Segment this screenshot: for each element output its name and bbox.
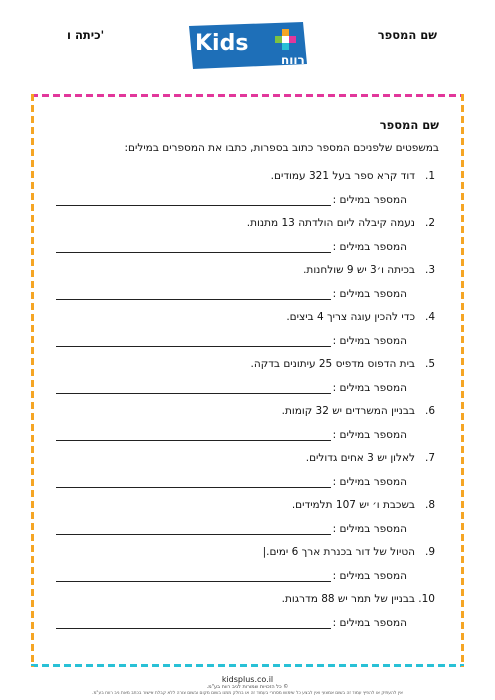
exercise-text: לאלון יש 3 אחים גדולים.: [305, 452, 415, 464]
answer-line[interactable]: [56, 336, 331, 347]
answer-row: [56, 429, 439, 441]
exercise-number: 3.: [424, 264, 435, 276]
worksheet-content: [56, 118, 439, 640]
footer-legal: אין להעתיק או להפיץ עמוד זה בשום אמצעי ואין לבצע כל שימוש מסחרי בעמוד זה או בחלק ממנו בשום מקום ובשום צורה ללא קבלת אישור בכתב מאת ניב רווח בע"מ.: [92, 691, 403, 696]
exercise-sentence: [56, 405, 439, 417]
answer-row: [56, 476, 439, 488]
exercise-number: 8.: [424, 499, 435, 511]
exercise-sentence: [56, 358, 439, 370]
answer-line[interactable]: [56, 242, 331, 253]
frame-border-right: [461, 94, 464, 667]
exercise-item: [56, 499, 439, 535]
answer-line[interactable]: [56, 430, 331, 441]
answer-line[interactable]: [56, 383, 331, 394]
answer-line[interactable]: [56, 571, 331, 582]
exercise-text: הטיול של דור בכנרת ארך 6 ימים.|: [262, 546, 415, 558]
exercise-sentence: [56, 217, 439, 229]
answer-row: [56, 523, 439, 535]
frame-border-left: [31, 94, 34, 667]
exercise-sentence: [56, 264, 439, 276]
answer-row: [56, 335, 439, 347]
header-right-title: שם המספר: [377, 28, 437, 42]
exercise-sentence: [56, 499, 439, 511]
exercise-item: [56, 452, 439, 488]
exercise-item: [56, 546, 439, 582]
answer-line[interactable]: [56, 524, 331, 535]
exercise-number: 6.: [424, 405, 435, 417]
exercise-text: בשכבת ו׳ יש 107 תלמידים.: [291, 499, 415, 511]
exercise-text: בבניין המשרדים יש 32 קומות.: [281, 405, 415, 417]
footer-site: kidsplus.co.il: [221, 675, 274, 684]
worksheet-title: שם המספר: [379, 118, 439, 132]
exercise-sentence: [56, 546, 439, 558]
exercise-item: [56, 170, 439, 206]
exercise-number: 9.: [424, 546, 435, 558]
exercise-sentence: [56, 593, 439, 605]
answer-label: המספר במילים :: [332, 617, 407, 629]
answer-label: המספר במילים :: [332, 241, 407, 253]
answer-row: [56, 617, 439, 629]
answer-row: [56, 570, 439, 582]
answer-label: המספר במילים :: [332, 523, 407, 535]
answer-line[interactable]: [56, 477, 331, 488]
exercise-sentence: [56, 170, 439, 182]
exercise-number: 2.: [424, 217, 435, 229]
answer-row: [56, 241, 439, 253]
exercise-item: [56, 593, 439, 629]
answer-label: המספר במילים :: [332, 570, 407, 582]
answer-label: המספר במילים :: [332, 194, 407, 206]
exercise-list: [56, 170, 439, 629]
exercise-text: בית הדפוס מדפיס 25 עיתונים בדקה.: [250, 358, 415, 370]
header-left-title: כיתה ו': [67, 28, 105, 42]
answer-label: המספר במילים :: [332, 335, 407, 347]
exercise-item: [56, 405, 439, 441]
exercise-text: בבניין של תמר יש 88 מדרגות.: [281, 593, 415, 605]
exercise-text: בכיתה ו׳3 יש 9 שולחנות.: [303, 264, 415, 276]
exercise-item: [56, 264, 439, 300]
frame-border-bottom: [31, 664, 464, 667]
exercise-sentence: [56, 452, 439, 464]
answer-line[interactable]: [56, 195, 331, 206]
frame-border-top: [31, 94, 464, 97]
answer-line[interactable]: [56, 289, 331, 300]
exercise-number: 1.: [424, 170, 435, 182]
answer-label: המספר במילים :: [332, 429, 407, 441]
exercise-number: 4.: [424, 311, 435, 323]
footer-copyright: © כל הזכויות שמורות לניב רווח בע"מ.: [206, 684, 289, 690]
answer-label: המספר במילים :: [332, 476, 407, 488]
logo-brand-text: Kids: [195, 31, 249, 56]
answer-row: [56, 382, 439, 394]
kids-logo: [185, 20, 326, 74]
worksheet-instructions: במשפטים שלפניכם המספר כתוב בספרות, כתבו את המספרים במילים:: [124, 142, 439, 154]
exercise-number: 10.: [418, 593, 435, 605]
exercise-number: 7.: [424, 452, 435, 464]
answer-line[interactable]: [56, 618, 331, 629]
exercise-text: דוד קרא ספר בעל 321 עמודים.: [270, 170, 415, 182]
exercise-item: [56, 217, 439, 253]
answer-row: [56, 194, 439, 206]
exercise-text: כדי להכין עוגה צריך 4 ביצים.: [286, 311, 415, 323]
exercise-item: [56, 311, 439, 347]
logo-subtitle-text: ניב רווח: [281, 53, 326, 67]
exercise-item: [56, 358, 439, 394]
exercise-text: נעמה קיבלה ליום הולדתה 13 מתנות.: [246, 217, 415, 229]
answer-label: המספר במילים :: [332, 382, 407, 394]
answer-row: [56, 288, 439, 300]
exercise-number: 5.: [424, 358, 435, 370]
exercise-sentence: [56, 311, 439, 323]
answer-label: המספר במילים :: [332, 288, 407, 300]
